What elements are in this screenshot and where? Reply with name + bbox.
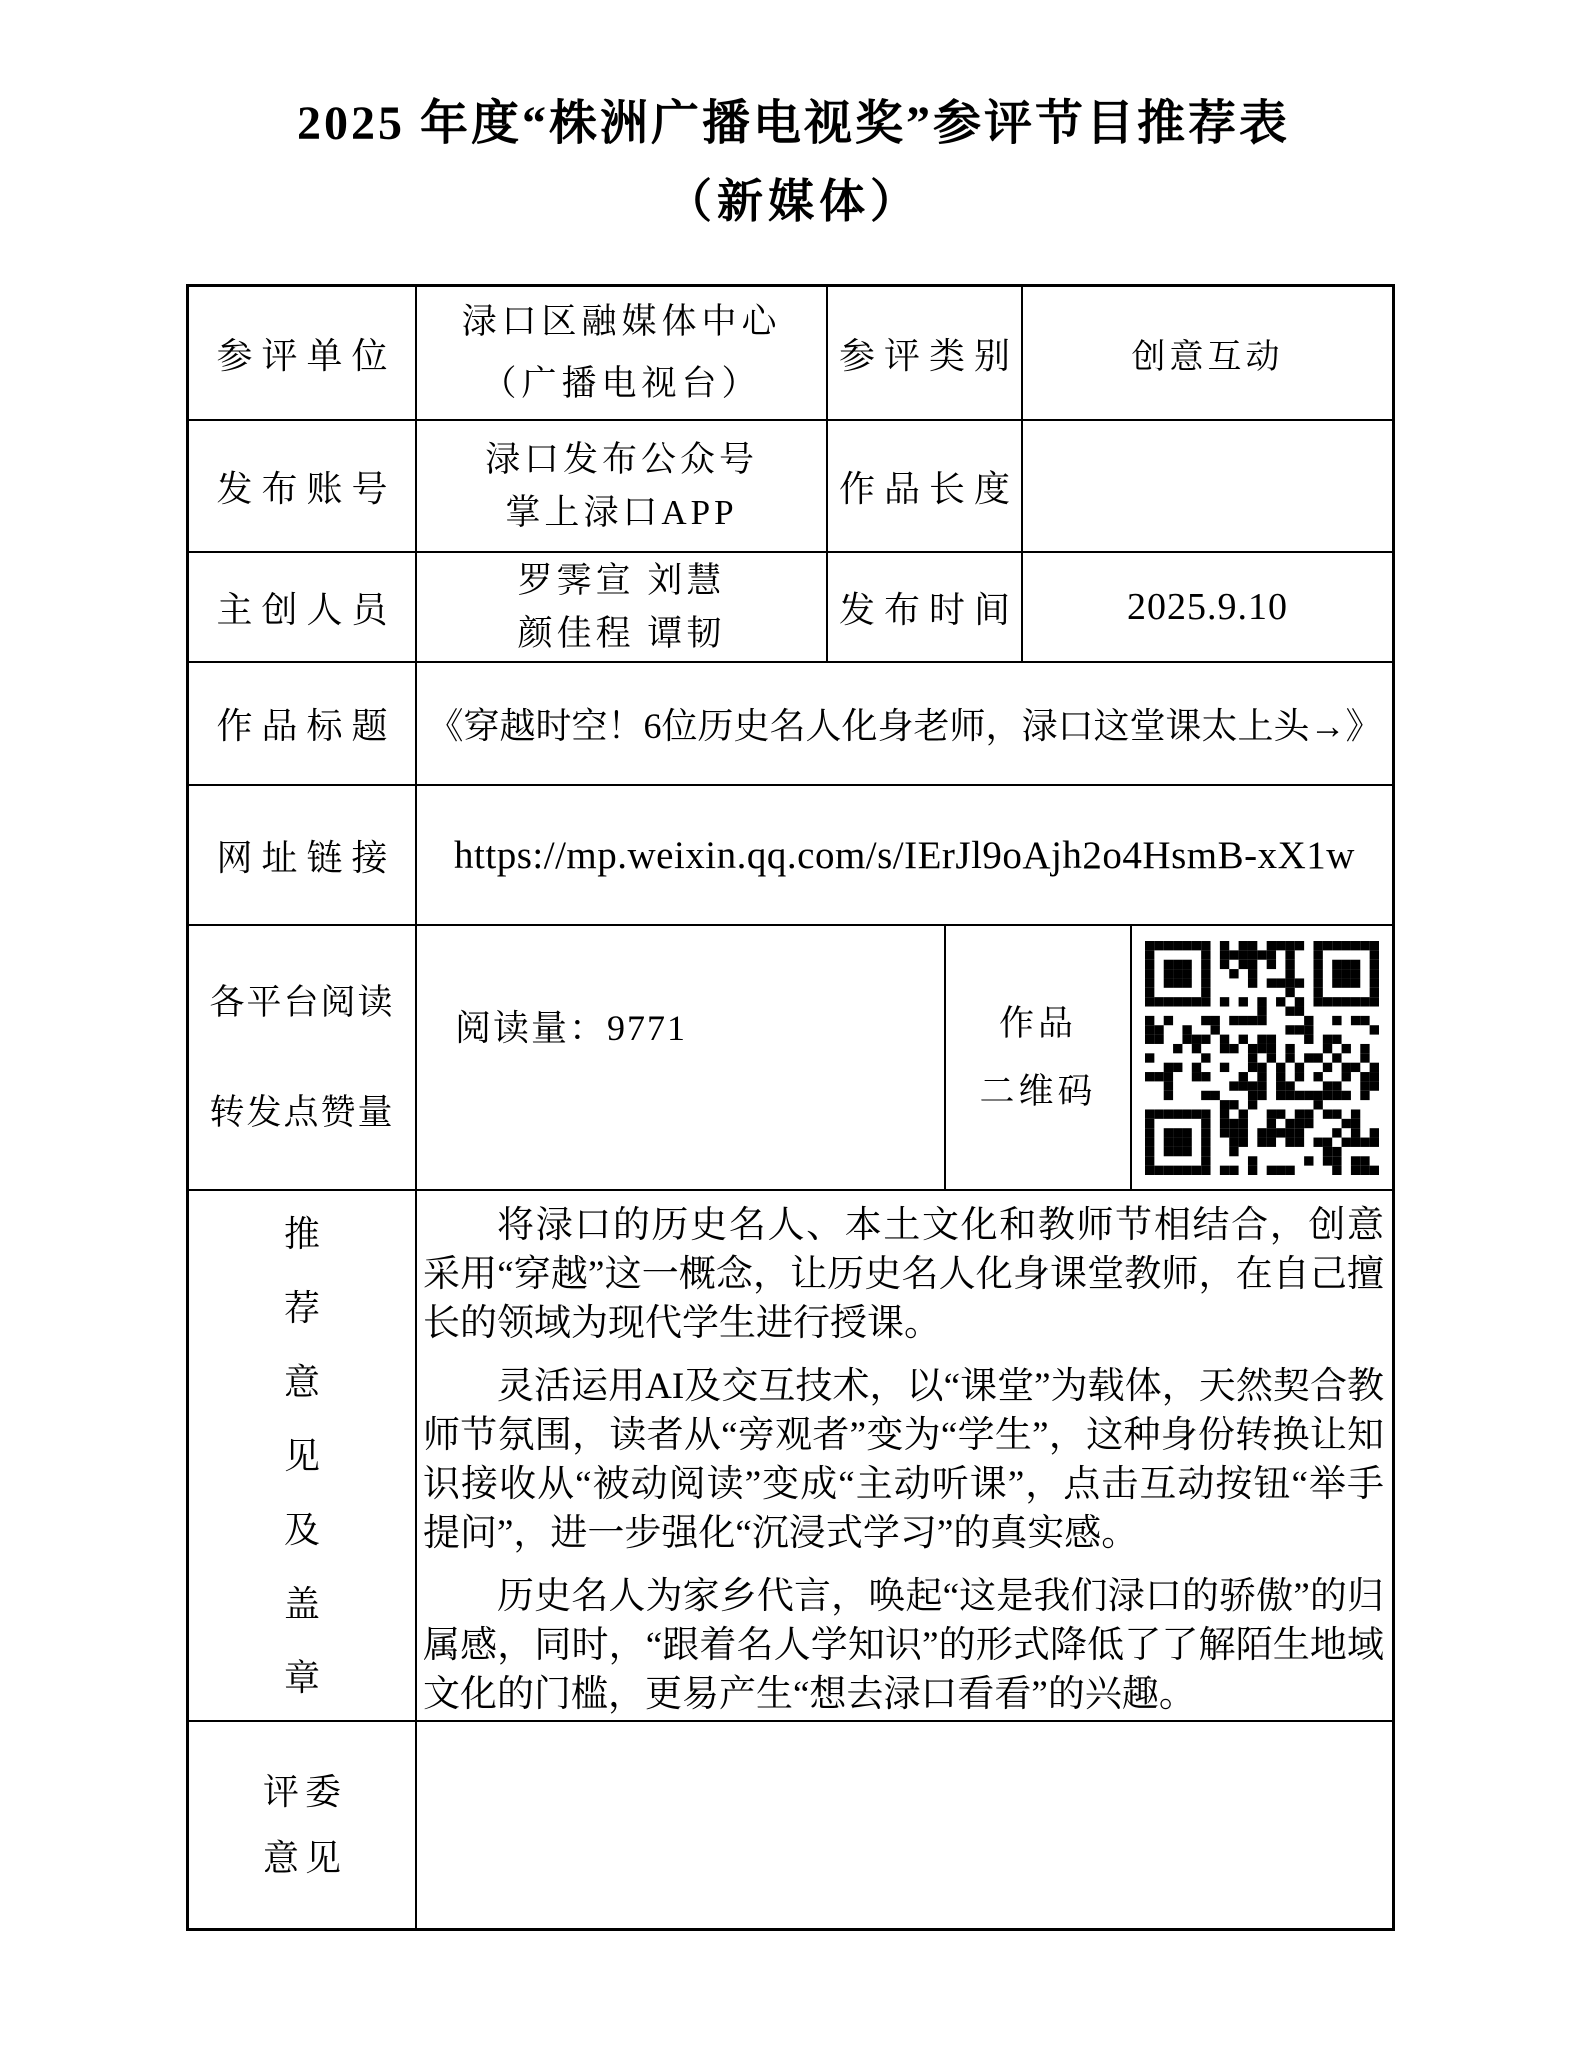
qr-label-line1: 作品 — [998, 1003, 1077, 1043]
entry-unit-label-cell — [189, 287, 417, 419]
title-line-2: （新媒体） — [666, 176, 921, 227]
recommendation-table — [186, 284, 1395, 1931]
entry-unit-label: 参评单位 — [216, 335, 397, 376]
title-line-1: 2025 年度“株洲广播电视奖”参评节目推荐表 — [296, 97, 1290, 150]
entry-unit-value-cell — [417, 287, 828, 419]
recommendation-paragraph-1: 将渌口的历史名人、本土文化和教师节相结合，创意采用“穿越”这一概念，让历史名人化身课堂教师，在自己擅长的领域为现代学生进行授课。 — [423, 1205, 1384, 1344]
publish-account-label: 发布账号 — [216, 468, 397, 509]
recommendation-paragraph-2: 灵活运用AI及交互技术，以“课堂”为载体，天然契合教师节氛围，读者从“旁观者”变为“学生”，这种身份转换让知识接收从“被动阅读”变成“主动听课”，点击互动按钮“举手提问”，进一步强化“沉浸式学习”的真实感。 — [423, 1366, 1384, 1554]
creators-value-line1: 罗霁宣 刘慧 — [517, 561, 726, 600]
url-value: https://mp.weixin.qq.com/s/IErJl9oAjh2o4HsmB-xX1w — [454, 833, 1355, 877]
read-stats-label-line2: 转发点赞量 — [209, 1092, 395, 1132]
recommendation-label-char: 盖 — [283, 1583, 320, 1624]
table-row — [189, 1191, 1392, 1722]
recommendation-label-char: 及 — [283, 1509, 320, 1550]
creators-label-cell — [189, 553, 417, 661]
judge-opinion-label-line2: 意见 — [262, 1838, 347, 1878]
url-label: 网址链接 — [216, 837, 397, 878]
recommendation-label-char: 荐 — [283, 1287, 320, 1328]
publish-account-value-line1: 渌口发布公众号 — [484, 440, 758, 479]
table-row — [189, 663, 1392, 786]
publish-account-value-line2: 掌上渌口APP — [505, 493, 738, 532]
creators-value-cell — [417, 553, 828, 661]
entry-category-value-cell — [1023, 287, 1392, 419]
table-row — [189, 421, 1392, 553]
read-stats-label-line1: 各平台阅读 — [209, 982, 395, 1022]
work-length-label-cell — [828, 421, 1023, 551]
work-title-value-cell — [417, 663, 1392, 784]
qr-image-cell — [1132, 926, 1392, 1189]
publish-account-label-cell — [189, 421, 417, 551]
read-stats-value: 阅读量：9771 — [455, 1008, 688, 1048]
document-title — [0, 84, 1587, 231]
read-stats-value-cell — [417, 926, 946, 1189]
entry-unit-value-line1: 渌口区融媒体中心 — [461, 302, 782, 341]
work-title-label-cell — [189, 663, 417, 784]
table-row — [189, 1722, 1392, 1928]
url-label-cell — [189, 786, 417, 924]
publish-account-value-cell — [417, 421, 828, 551]
qr-label-line2: 二维码 — [979, 1071, 1097, 1111]
publish-time-value: 2025.9.10 — [1127, 586, 1288, 628]
recommendation-label-char: 意 — [283, 1361, 320, 1402]
table-row — [189, 926, 1392, 1191]
work-length-value-cell — [1023, 421, 1392, 551]
entry-category-value: 创意互动 — [1131, 338, 1284, 376]
publish-time-label-cell — [828, 553, 1023, 661]
qr-label-cell — [946, 926, 1132, 1189]
entry-category-label-cell — [828, 287, 1023, 419]
entry-category-label: 参评类别 — [838, 335, 1019, 376]
judge-opinion-label-line1: 评委 — [262, 1772, 347, 1812]
url-value-cell — [417, 786, 1392, 924]
table-row — [189, 553, 1392, 663]
recommendation-label-char: 章 — [283, 1657, 320, 1698]
publish-time-value-cell — [1023, 553, 1392, 661]
work-title-label: 作品标题 — [216, 706, 397, 746]
recommendation-label-char: 见 — [283, 1435, 320, 1476]
recommendation-label-cell — [189, 1191, 417, 1720]
recommendation-label-char: 推 — [283, 1213, 320, 1254]
work-length-label: 作品长度 — [838, 468, 1019, 509]
creators-value-line2: 颜佳程 谭韧 — [517, 614, 726, 653]
table-row — [189, 786, 1392, 926]
creators-label: 主创人员 — [216, 589, 397, 630]
read-stats-label-cell — [189, 926, 417, 1189]
judge-opinion-value-cell — [417, 1722, 1392, 1928]
entry-unit-value-line2: （广播电视台） — [481, 364, 762, 403]
publish-time-label: 发布时间 — [838, 589, 1019, 630]
qr-code — [1145, 941, 1379, 1175]
judge-opinion-label-cell — [189, 1722, 417, 1928]
recommendation-text-cell — [417, 1191, 1392, 1720]
work-title-value: 《穿越时空！6位历史名人化身老师，渌口这堂课太上头→》 — [427, 706, 1382, 746]
recommendation-paragraph-3: 历史名人为家乡代言，唤起“这是我们渌口的骄傲”的归属感，同时，“跟着名人学知识”的形式降低了了解陌生地域文化的门槛，更易产生“想去渌口看看”的兴趣。 — [423, 1576, 1384, 1715]
table-row — [189, 287, 1392, 421]
